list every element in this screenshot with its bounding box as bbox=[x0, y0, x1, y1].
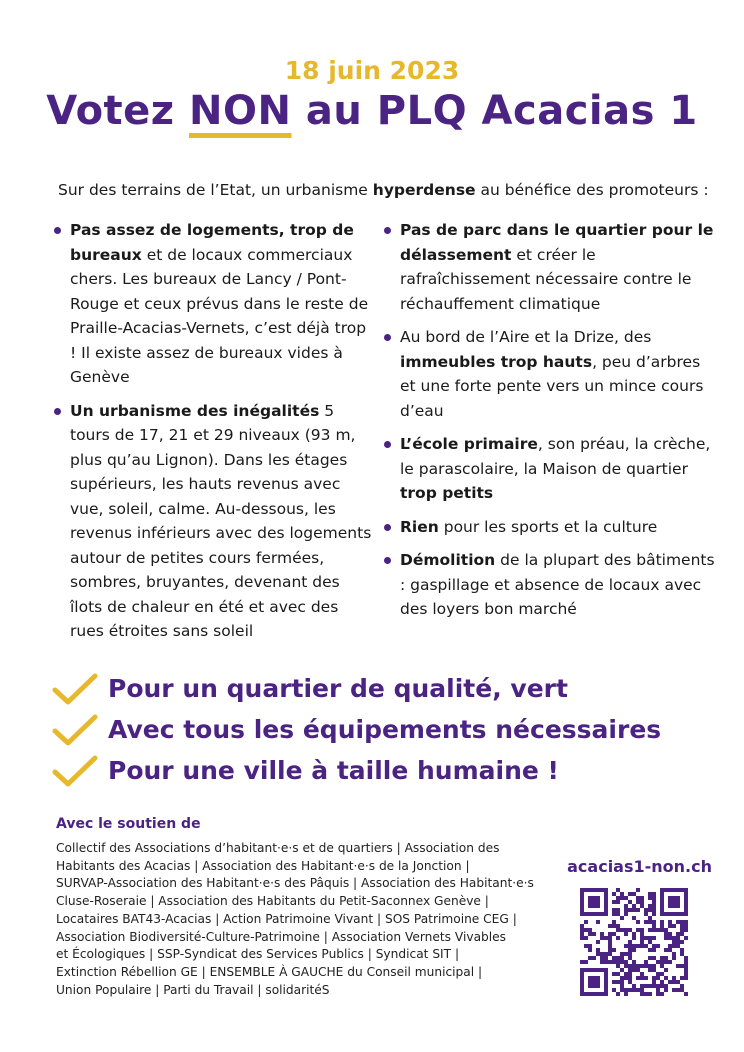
support-line: Locataires BAT43-Acacias | Action Patrimoine Vivant | SOS Patrimoine CEG | bbox=[56, 911, 517, 926]
bullet-sports bbox=[382, 515, 717, 540]
support-line: Extinction Rébellion GE | ENSEMBLE À GAUCHE du Conseil municipal | bbox=[56, 964, 483, 979]
bullet-pre: Au bord de l’Aire et la Drize, des bbox=[400, 328, 652, 346]
support-line: Collectif des Associations d’habitant·e·s et de quartiers | Association des bbox=[56, 841, 500, 855]
bullet-dot-icon bbox=[54, 227, 61, 234]
bullet-immeubles bbox=[382, 325, 717, 423]
checkmark-icon bbox=[52, 672, 98, 706]
bullet-dot-icon bbox=[384, 441, 391, 448]
flyer-date: 18 juin 2023 bbox=[284, 56, 460, 85]
bullet-text: pour les sports et la culture bbox=[438, 517, 658, 536]
left-bullet-column bbox=[52, 218, 372, 653]
bullet-demolition bbox=[382, 548, 717, 622]
bullet-bold: Rien bbox=[400, 517, 439, 536]
support-title: Avec le soutien de bbox=[56, 816, 201, 832]
slogan-equipements bbox=[52, 709, 712, 750]
qr-code-icon[interactable] bbox=[580, 888, 688, 996]
bullet-ecole bbox=[382, 432, 717, 506]
slogan-ville bbox=[52, 750, 712, 791]
right-bullet-column bbox=[382, 218, 717, 631]
bullet-bold: Pas de parc dans le quartier pour le délassement bbox=[400, 221, 714, 264]
support-line: Cluse-Roseraie | Association des Habitants du Petit-Saconnex Genève | bbox=[56, 894, 489, 909]
title-non: NON bbox=[189, 88, 292, 134]
intro-post: au bénéfice des promoteurs : bbox=[475, 181, 709, 199]
bullet-dot-icon bbox=[384, 557, 391, 564]
slogan-text: Pour une ville à taille humaine ! bbox=[108, 756, 559, 785]
title-pre: Votez bbox=[46, 88, 190, 134]
support-list bbox=[56, 840, 556, 999]
website-link[interactable]: acacias1-non.ch bbox=[567, 857, 712, 876]
bullet-bold: Démolition bbox=[400, 551, 496, 569]
support-line: Union Populaire | Parti du Travail | solidaritéS bbox=[56, 982, 330, 997]
slogan-list bbox=[52, 668, 712, 791]
bullet-bold: L’école primaire bbox=[400, 435, 538, 453]
intro-pre: Sur des terrains de l’Etat, un urbanisme bbox=[58, 181, 373, 199]
bullet-text: 5 tours de 17, 21 et 29 niveaux (93 m, plus qu’au Lignon). Dans les étages supérieurs, les hauts revenus avec vue, soleil, calme. Au-dessous, les revenus inférieurs avec des logements autour de petites cours fermées, sombres, bruyantes, devenant des îlots de chaleur en été et avec des rues étroites sans soleil bbox=[70, 401, 372, 640]
bullet-text: , son préau, la crèche, le parascolaire, la Maison de quartier bbox=[400, 435, 711, 478]
slogan-text: Avec tous les équipements nécessaires bbox=[108, 715, 662, 744]
bullet-bold-2: trop petits bbox=[400, 484, 494, 502]
support-line: Habitants des Acacias | Association des Habitant·e·s de la Jonction | bbox=[56, 858, 470, 873]
bullet-dot-icon bbox=[54, 408, 61, 415]
bullet-dot-icon bbox=[384, 524, 391, 531]
checkmark-icon bbox=[52, 713, 98, 747]
bullet-dot-icon bbox=[384, 227, 391, 234]
support-line: SURVAP-Association des Habitant·e·s des Pâquis | Association des Habitant·e·s bbox=[56, 876, 534, 891]
bullet-inegalites bbox=[52, 399, 372, 644]
checkmark-icon bbox=[52, 754, 98, 788]
bullet-text: et de locaux commerciaux chers. Les bureaux de Lancy / Pont-Rouge et ceux prévus dans le reste de Praille-Acacias-Vernets, c’est déjà trop ! Il existe assez de bureaux vides à Genève bbox=[70, 245, 369, 386]
bullet-text: et créer le rafraîchissement nécessaire contre le réchauffement climatique bbox=[400, 245, 692, 313]
bullet-bold: Un urbanisme des inégalités bbox=[70, 401, 320, 420]
support-line: Association Biodiversité-Culture-Patrimoine | Association Vernets Vivables bbox=[56, 929, 507, 944]
intro-bold: hyperdense bbox=[372, 181, 476, 199]
bullet-text: de la plupart des bâtiments : gaspillage et absence de locaux avec des loyers bon marché bbox=[400, 551, 715, 618]
intro-text bbox=[58, 179, 718, 201]
slogan-text: Pour un quartier de qualité, vert bbox=[108, 674, 568, 703]
bullet-bold: immeubles trop hauts bbox=[400, 352, 593, 371]
title-post: au PLQ Acacias 1 bbox=[291, 88, 698, 134]
flyer-title bbox=[0, 88, 744, 134]
bullet-bold: Pas assez de logements, trop de bureaux bbox=[70, 221, 354, 264]
bullet-text: , peu d’arbres et une forte pente vers un mince cours d’eau bbox=[400, 352, 704, 420]
support-line: et Écologiques | SSP-Syndicat des Services Publics | Syndicat SIT | bbox=[56, 947, 460, 962]
bullet-parc bbox=[382, 218, 717, 316]
bullet-logements bbox=[52, 218, 372, 390]
slogan-quartier bbox=[52, 668, 712, 709]
bullet-dot-icon bbox=[384, 334, 391, 341]
